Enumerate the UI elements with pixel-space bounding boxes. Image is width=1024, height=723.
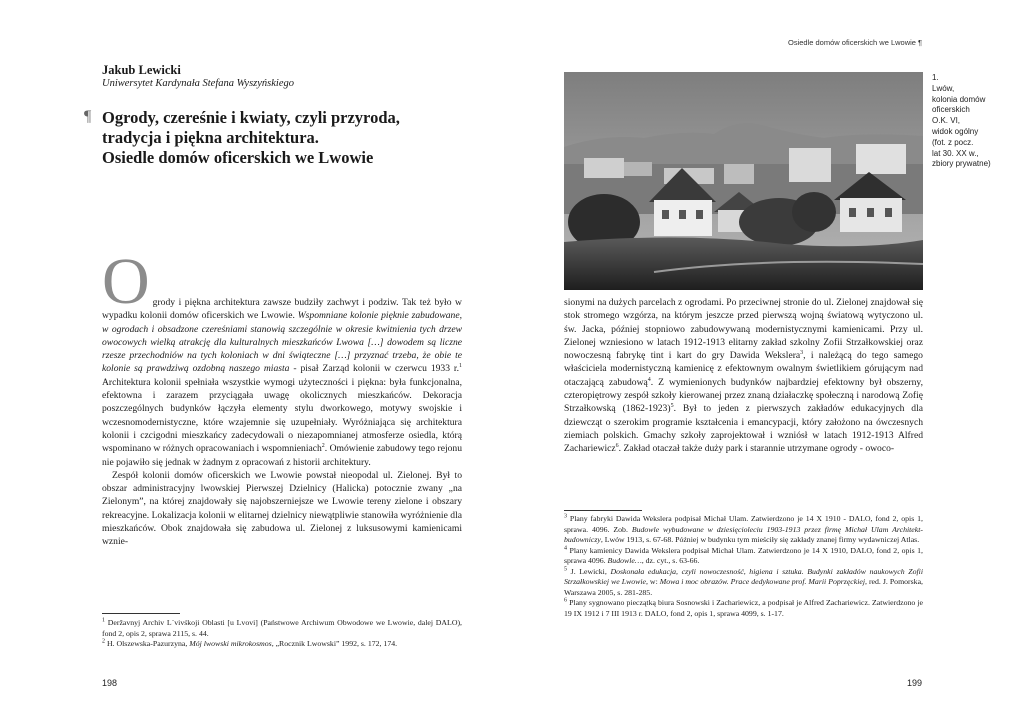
right-body-text — [564, 296, 923, 456]
caption-line: kolonia domów — [932, 94, 986, 104]
footnote-italic: Budowle… — [607, 556, 642, 565]
footnote-ref[interactable]: 5 — [670, 403, 674, 410]
footnote-italic: Doskonała edukacja, czyli nowoczesność, higiena i sztuka. Budynki zakładów naukowych Zofii Strzałkowskiej we Lwowie — [564, 566, 923, 586]
footnote-text: , Lwów 1913, s. 67-68. Później w budynku tym mieściły się zakłady znanej firmy wydawniczej Atlas. — [600, 535, 920, 544]
author-name: Jakub Lewicki — [102, 63, 181, 77]
right-footnotes — [564, 514, 923, 619]
running-header: Osiedle domów oficerskich we Lwowie ¶ — [788, 38, 923, 47]
footnote — [564, 546, 923, 567]
page-number-left: 198 — [102, 678, 118, 688]
footnote-text: Deržavnyj Archiv L`vivśkoji Oblasti [u Lvovi] (Państwowe Archiwum Obwodowe we Lwowie, dalej DALO), fond 2, opis 2, sprawa 2115, s. 44. — [102, 618, 462, 638]
caption-line: (fot. z pocz. — [932, 137, 974, 147]
footnote — [102, 618, 462, 639]
article-title — [102, 108, 462, 168]
text-run: sionymi na dużych parcelach z ogrodami. Po przeciwnej stronie do ul. Zielonej znajdował się stok stromego wzgórza, na którym jeszcze przed pierwszą wojną światową wytyczono ul. św. Jacka, później stopniowo zabudowywaną modernistycznymi kamienicami. Przy ul. Zielonej wzniesiono w latach 1912-1913 elitarny zakład szkolny Zofii Strzałkowskiej oraz nowoczesną fabrykę tint i kart do gry Dawida Wekslera — [564, 297, 923, 362]
text-run: - pisał Zarząd kolonii w czerwcu 1933 r. — [289, 363, 459, 375]
historical-photo — [564, 72, 923, 290]
caption-line: lat 30. XX w., — [932, 148, 979, 158]
footnote-text: Plany kamienicy Dawida Wekslera podpisał Michał Ulam. Zatwierdzono je 14 X 1910, DALO, fond 2, opis 1, sprawa 4096. — [564, 545, 923, 565]
footnote-italic: Mowa i moc obrazów. Prace dedykowane prof. Marii Poprzęckiej — [659, 577, 865, 586]
left-body-text — [102, 245, 463, 549]
text-run: Architektura kolonii spełniała wszystkie wymogi użyteczności i piękna: była funkcjonalna, efektowna i zarazem przyciągała uwagę okolicznych mieszkańców. Dekoracja poszczególnych budynków łączyła elementy stylu dworkowego, motywy swojskie i wczesnomodernistyczne, które wzajemnie się uzupełniały. Wyróżniająca się architektura kolonii i czcigodni mieszkańcy zadecydowali o niezapomnianej atmosferze osiedla, którą wspominano w różnych opracowaniach i wspomnieniach — [102, 376, 462, 455]
footnote-ref[interactable]: 4 — [647, 376, 651, 383]
footnote — [564, 567, 923, 599]
footnote-ref[interactable]: 2 — [321, 443, 325, 450]
photo-illustration — [564, 72, 923, 290]
footnote-text: Plany sygnowano pieczątką biura Sosnowski i Zachariewicz, a podpisał je Alfred Zachariewicz. Zatwierdzono je 19 IX 1912 i 7 III 1913 r. DALO, fond 2, opis 1, sprawa 4099, s. 1-17. — [564, 598, 923, 618]
text-run: . Był to jeden z pierwszych zakładów edukacyjnych dla dziewcząt o szerokim programie kształcenia i emancypacji, który założono na ówczesnych ziemiach polskich. Gmachy szkoły zaprojektował i wzniósł w latach 1912-1913 Alfred Zachariewicz — [564, 403, 924, 455]
footnote-number: 5 — [564, 565, 567, 572]
footnote-text: J. Lewicki, — [570, 566, 611, 576]
caption-line: oficerskich — [932, 105, 970, 115]
footnote — [564, 598, 923, 619]
paragraph-continued — [564, 296, 923, 456]
footnote-text: , dz. cyt., s. 63-66. — [641, 556, 700, 565]
pilcrow-mark: ¶ — [84, 108, 92, 125]
footnote-text: , „Rocznik Lwowski” 1992, s. 172, 174. — [271, 639, 398, 648]
paragraph-2: Zespół kolonii domów oficerskich we Lwowie powstał nieopodal ul. Zielonej. Był to obszar administracyjny lwowskiej Pierwszej Dzielnicy (Halicka) potocznie zwany „na Zielonym”, na której znajdowały się najobszerniejsze we Lwowie tereny zielone i obszary rekreacyjne. Lokalizacja kolonii w elitarnej dzielnicy niewątpliwie stanowiła wyróżnienie dla mieszkańców. Obok znajdowała się zabudowa ul. Zielonej z luksusowymi kamienicami wznie- — [102, 469, 462, 548]
text-run: . Z wymienionych budynków najbardziej efektowny był obszerny, czteropiętrowy zespół szkoły kierowanej przez znaną działaczkę społeczną i narodową Zofię Strzałkowską (1862-1923) — [564, 376, 923, 415]
paragraph-1 — [102, 245, 463, 469]
drop-cap: O — [102, 245, 150, 318]
footnote-italic: Budowle wybudowane w dziesięcioleciu 1903-1913 przez firmę Michał Ulam Architekt-budowniczy — [564, 524, 923, 544]
text-run: . Omówienie zabudowy tego rejonu nie pojawiło się jednak w żadnym z opracowań z historii architektury. — [102, 443, 463, 468]
footnote-ref[interactable]: 1 — [458, 363, 462, 370]
caption-line: zbiory prywatne) — [932, 159, 991, 169]
footnote-number: 4 — [564, 544, 567, 551]
text-run: grody i piękna architektura zawsze budziły zachwyt i podziw. Tak też było w wypadku kolonii domów oficerskich we Lwowie. — [102, 297, 462, 322]
footnote-ref[interactable]: 3 — [800, 350, 804, 356]
footnote-text: , w: — [645, 577, 660, 586]
footnote-text: , red. J. Pomorska, Warszawa 2005, s. 281-285. — [564, 577, 923, 597]
footnote-number: 2 — [102, 638, 105, 645]
photo-caption — [932, 73, 1020, 170]
footnote-rule — [102, 613, 180, 614]
footnote-number: 6 — [564, 597, 567, 604]
title-line: tradycja i piękna architektura. — [102, 128, 319, 147]
text-run: , i należącą do tego samego właściciela modernistyczną kamienicę z efektownym owalnym świetlikiem górującym nad otaczającą zabudową — [564, 350, 923, 388]
footnote-italic: Mój lwowski mikrokosmos — [189, 639, 272, 648]
footnote — [564, 514, 923, 546]
title-line: Ogrody, czereśnie i kwiaty, czyli przyroda, — [102, 108, 400, 127]
quote-text: Wspomniane kolonie pięknie zabudowane, w ogrodach i obsadzone czereśniami stanowią szczególnie w okresie kwitnienia tych drzew owocowych wielką atrakcję dla kulturalnych mieszkańców Lwowa […] dowodem są liczne rzesze przechodniów na tych koloniach w dni świąteczne […] przyznać trzeba, że obie te kolonie są prawdziwą ozdobną naszego miasta — [102, 310, 463, 375]
footnote — [102, 639, 462, 650]
footnote-number: 3 — [564, 513, 567, 520]
footnote-text: Plany fabryki Dawida Wekslera podpisał Michał Ulam. Zatwierdzono je 14 X 1910 - DALO, fond 2, opis 1, sprawa. 4096. Zob. — [564, 514, 923, 534]
caption-line: widok ogólny — [932, 126, 979, 136]
footnote-number: 1 — [102, 617, 105, 624]
text-run: . Zakład otaczał także duży park i starannie utrzymane ogrody - owoco- — [618, 443, 895, 455]
footnote-ref[interactable]: 6 — [615, 443, 619, 450]
caption-line: 1. — [932, 73, 939, 82]
footnote-text: H. Olszewska-Pazurzyna, — [106, 639, 190, 648]
author-affiliation: Uniwersytet Kardynała Stefana Wyszyńskiego — [102, 78, 294, 89]
page-number-right: 199 — [907, 678, 923, 688]
left-footnotes — [102, 618, 462, 650]
footnote-rule — [564, 510, 642, 511]
caption-line: O.K. VI, — [932, 116, 961, 126]
caption-line: Lwów, — [932, 83, 955, 93]
title-line: Osiedle domów oficerskich we Lwowie — [102, 148, 374, 167]
